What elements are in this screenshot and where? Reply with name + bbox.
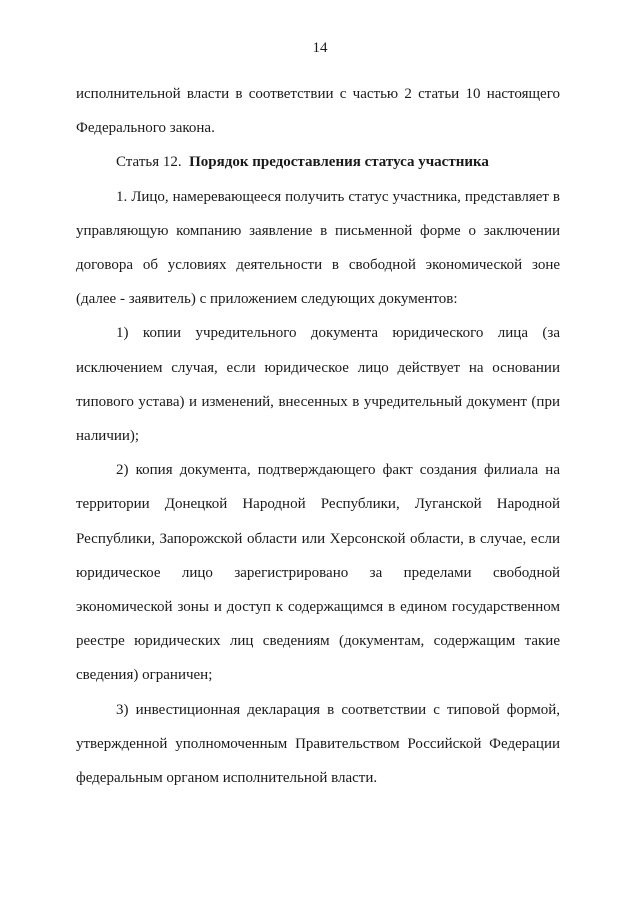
page-number: 14 (312, 40, 328, 56)
paragraph-continuation: исполнительной власти в соответствии с частью 2 статьи 10 настоящего Федерального закона. (76, 86, 560, 137)
article-title: Порядок предоставления статуса участника (189, 154, 489, 171)
article-label: Статья 12. (116, 154, 182, 171)
list-item-1: 1) копии учредительного документа юридического лица (за исключением случая, если юридическое лицо действует на основании типового устава) и изменений, внесенных в учредительный документ (при наличии); (76, 325, 560, 445)
list-item-2: 2) копия документа, подтверждающего факт создания филиала на территории Донецкой Народной Республики, Луганской Народной Республики, Запорожской области или Херсонской области, в случае, если юридическое лицо зарегистрировано за пределами свободной экономической зоны и доступ к содержащимся в едином государственном реестре юридических лиц сведениям (документам, содержащим такие сведения) ограничен; (76, 462, 560, 684)
article-heading (76, 145, 560, 179)
list-item-3: 3) инвестиционная декларация в соответствии с типовой формой, утвержденной уполномоченным Правительством Российской Федерации федеральным органом исполнительной власти. (76, 701, 560, 787)
paragraph-clause-1: 1. Лицо, намеревающееся получить статус участника, представляет в управляющую компанию заявление в письменной форме о заключении договора об условиях деятельности в свободной экономической зоне (далее - заявитель) с приложением следующих документов: (76, 188, 560, 308)
document-body (76, 77, 560, 795)
